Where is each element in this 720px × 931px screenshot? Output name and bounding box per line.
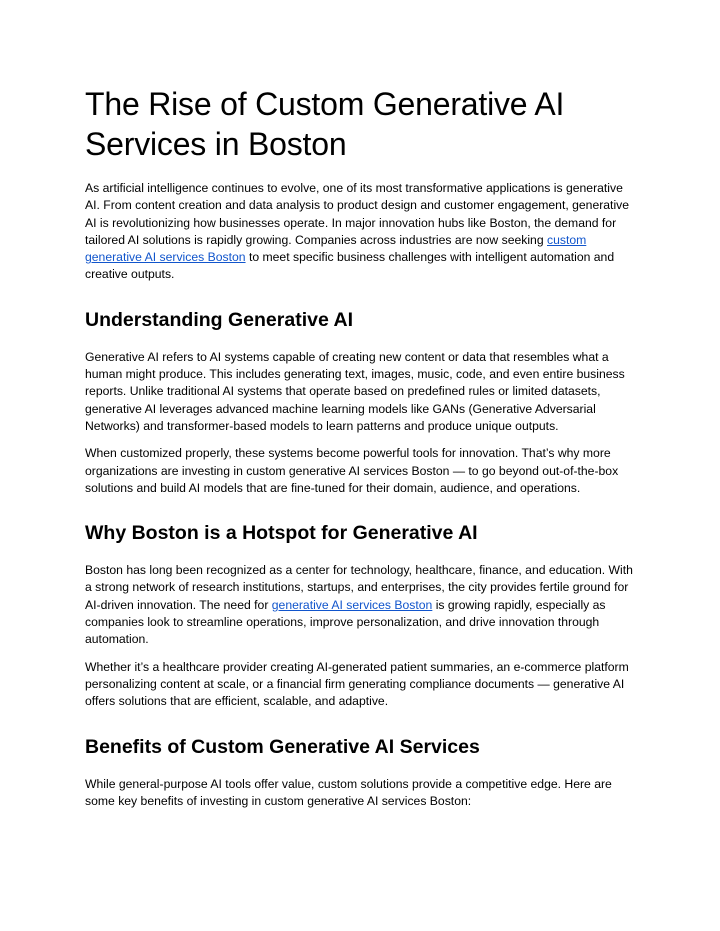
section-heading-understanding: Understanding Generative AI bbox=[85, 308, 354, 331]
section-heading-why-boston: Why Boston is a Hotspot for Generative AI bbox=[85, 522, 478, 545]
generative-ai-services-boston-link[interactable]: generative AI services Boston bbox=[271, 597, 433, 612]
section1-paragraph-2: When customized properly, these systems become powerful tools for innovation. That’s why more organizations are investing in custom generative AI services Boston — to go beyond out-of-the-box solutions and build AI models that are fine-tuned for their domain, audience, and operations. bbox=[85, 446, 619, 495]
custom-generative-ai-services-boston-link[interactable]: custom generative AI services Boston bbox=[85, 232, 587, 265]
section-heading-benefits: Benefits of Custom Generative AI Services bbox=[85, 735, 480, 758]
section2-text-after: is growing rapidly, especially as companies look to streamline operations, improve personalization, and drive innovation through automation. bbox=[85, 597, 606, 647]
section3-paragraph-1: While general-purpose AI tools offer value, custom solutions provide a competitive edge. Here are some key benefits of investing in custom generative AI services Boston: bbox=[85, 776, 612, 808]
intro-text-after: to meet specific business challenges with intelligent automation and creative outputs. bbox=[85, 250, 615, 282]
intro-text-before: As artificial intelligence continues to evolve, one of its most transformative applications is generative AI. From content creation and data analysis to product design and customer engagement, generative AI is revolutionizing how businesses operate. In major innovation hubs like Boston, the demand for tailored AI solutions is rapidly growing. Companies across industries are now seeking bbox=[85, 181, 630, 247]
document-page bbox=[85, 84, 640, 820]
intro-paragraph bbox=[85, 180, 640, 284]
page-title: The Rise of Custom Generative AI Services in Boston bbox=[85, 86, 565, 162]
section2-text-before: Boston has long been recognized as a center for technology, healthcare, finance, and education. With a strong network of research institutions, startups, and enterprises, the city provides fertile ground for AI-driven innovation. The need for bbox=[85, 563, 633, 612]
section2-paragraph-1 bbox=[85, 562, 640, 648]
section2-paragraph-2: Whether it’s a healthcare provider creating AI-generated patient summaries, an e-commerce platform personalizing content at scale, or a financial firm generating compliance documents — generative AI offers solutions that are efficient, scalable, and adaptive. bbox=[85, 659, 629, 709]
section1-paragraph-1: Generative AI refers to AI systems capable of creating new content or data that resembles what a human might produce. This includes generating text, images, music, code, and even entire business reports. Unlike traditional AI systems that operate based on predefined rules or limited datasets, generative AI leverages advanced machine learning models like GANs (Generative Adversarial Networks) and transformer-based models to learn patterns and produce unique outputs. bbox=[85, 349, 625, 433]
